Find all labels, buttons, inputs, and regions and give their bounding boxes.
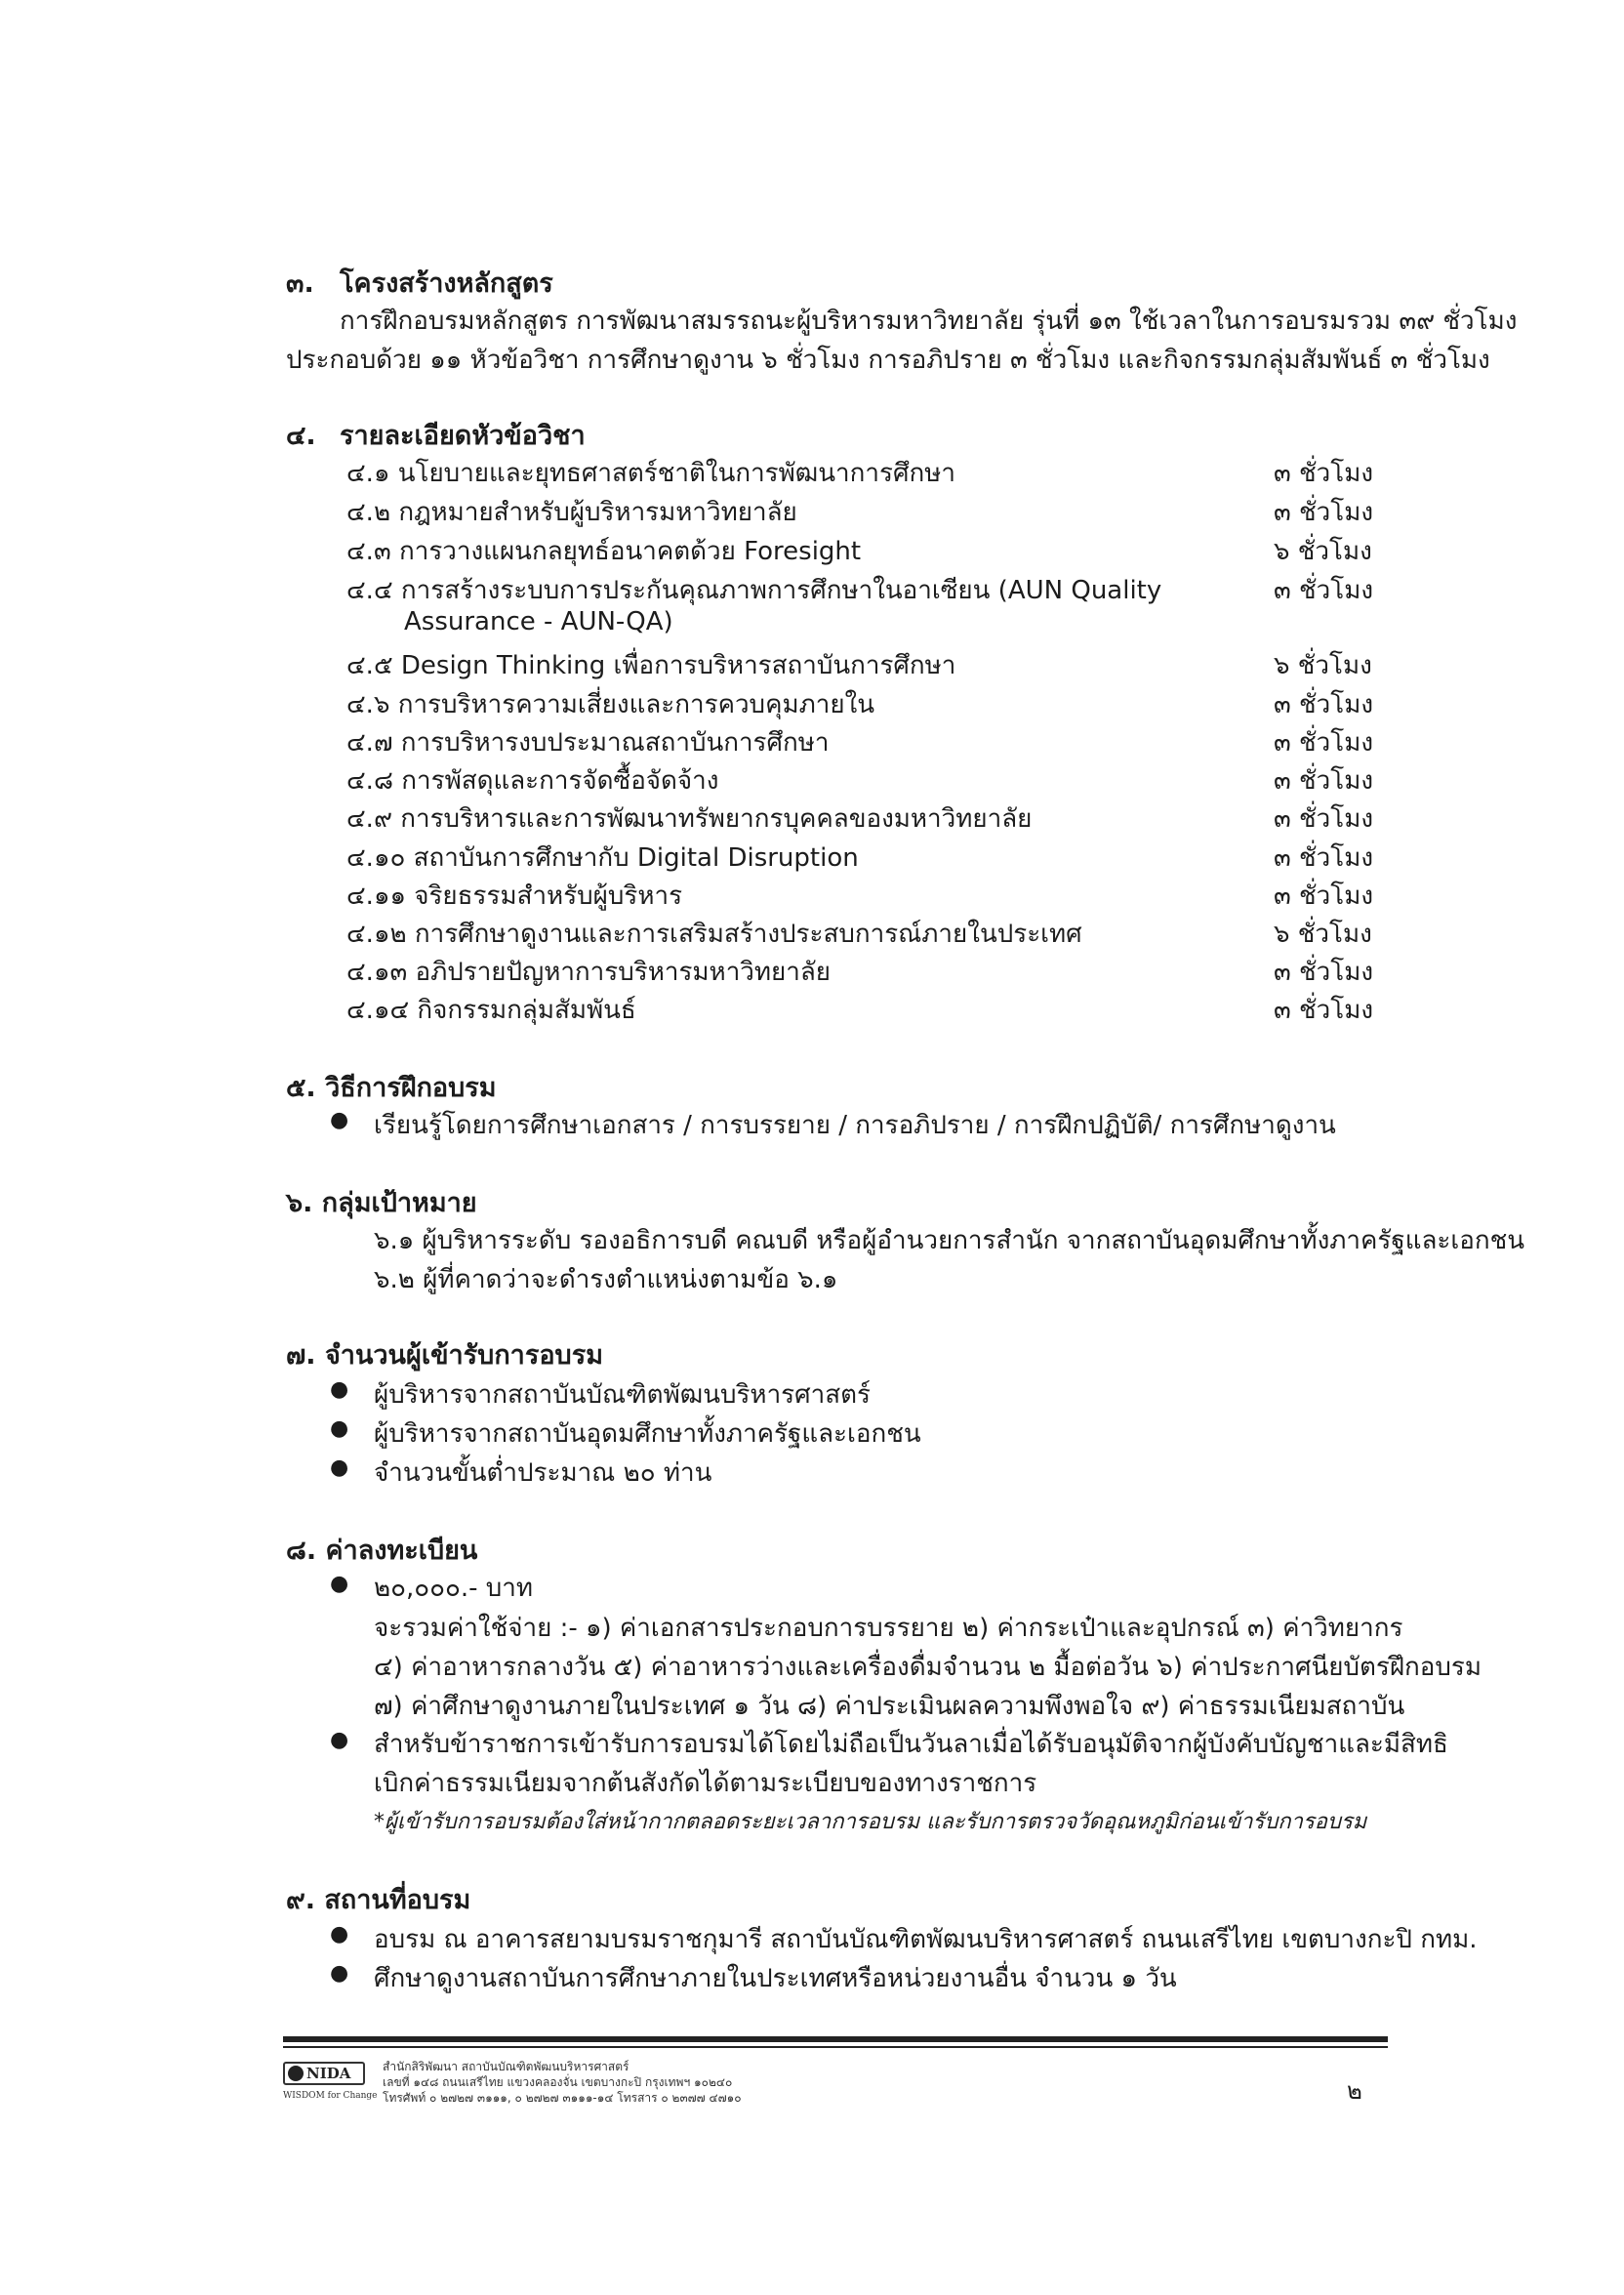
topic-hours: ๓ ชั่วโมง <box>1274 728 1374 758</box>
bullet-icon: ● <box>330 1377 349 1402</box>
bullet-icon: ● <box>330 1572 349 1596</box>
bullet-icon: ● <box>330 1961 349 1986</box>
training-method-item: เรียนรู้โดยการศึกษาเอกสาร / การบรรยาย / การอภิปราย / การฝึกปฏิบัติ/ การศึกษาดูงาน <box>374 1111 1336 1140</box>
registration-fee: ๒๐,๐๐๐.- บาท <box>374 1574 534 1603</box>
government-staff-note-line-2: เบิกค่าธรรมเนียมจากต้นสังกัดได้ตามระเบียบของทางราชการ <box>374 1769 1037 1798</box>
topic-label: ๔.๓ การวางแผนกลยุทธ์อนาคตด้วย Foresight <box>346 537 862 566</box>
topic-label: ๔.๘ การพัสดุและการจัดซื้อจัดจ้าง <box>346 766 719 796</box>
topic-hours: ๓ ชั่วโมง <box>1274 498 1374 527</box>
page-number: ๒ <box>1347 2077 1362 2105</box>
logo-text: NIDA <box>306 2065 351 2082</box>
bullet-icon: ● <box>330 1455 349 1480</box>
expense-line: ๗) ค่าศึกษาดูงานภายในประเทศ ๑ วัน ๘) ค่าประเมินผลความพึงพอใจ ๙) ค่าธรรมเนียมสถาบัน <box>374 1692 1405 1721</box>
bullet-icon: ● <box>330 1728 349 1752</box>
topic-hours: ๖ ชั่วโมง <box>1274 920 1372 949</box>
section-8-title: ๘. ค่าลงทะเบียน <box>286 1536 478 1566</box>
topic-label: ๔.๗ การบริหารงบประมาณสถาบันการศึกษา <box>346 728 830 758</box>
topic-label: ๔.๙ การบริหารและการพัฒนาทรัพยากรบุคคลของมหาวิทยาลัย <box>346 804 1033 834</box>
topic-hours: ๓ ชั่วโมง <box>1274 766 1374 796</box>
section-9-title: ๙. สถานที่อบรม <box>286 1885 471 1915</box>
topic-hours: ๖ ชั่วโมง <box>1274 651 1372 680</box>
topic-label: ๔.๖ การบริหารความเสี่ยงและการควบคุมภายใน <box>346 690 875 719</box>
venue-item: ศึกษาดูงานสถาบันการศึกษาภายในประเทศหรือหน่วยงานอื่น จำนวน ๑ วัน <box>374 1964 1177 1993</box>
topic-label: ๔.๒ กฎหมายสำหรับผู้บริหารมหาวิทยาลัย <box>346 498 797 527</box>
topic-hours: ๓ ชั่วโมง <box>1274 996 1374 1025</box>
logo-slogan: WISDOM for Change <box>283 2091 378 2101</box>
footer-phone: โทรศัพท์ ๐ ๒๗๒๗ ๓๑๑๑, ๐ ๒๗๒๗ ๓๑๑๑-๑๔ โทรสาร ๐ ๒๓๗๗ ๔๗๑๐ <box>383 2091 742 2105</box>
topic-label: ๔.๑๒ การศึกษาดูงานและการเสริมสร้างประสบการณ์ภายในประเทศ <box>346 920 1082 949</box>
government-staff-note-line-1: สำหรับข้าราชการเข้ารับการอบรมได้โดยไม่ถือเป็นวันลาเมื่อได้รับอนุมัติจากผู้บังคับบัญชาและมีสิทธิ <box>374 1730 1448 1759</box>
target-group-item: ๖.๑ ผู้บริหารระดับ รองอธิการบดี คณบดี หรือผู้อำนวยการสำนัก จากสถาบันอุดมศึกษาทั้งภาครัฐและเอกชน <box>374 1226 1525 1255</box>
nida-emblem-icon <box>288 2066 304 2081</box>
expense-line: จะรวมค่าใช้จ่าย :- ๑) ค่าเอกสารประกอบการบรรยาย ๒) ค่ากระเป๋าและอุปกรณ์ ๓) ค่าวิทยากร <box>374 1614 1403 1643</box>
topic-hours: ๓ ชั่วโมง <box>1274 843 1374 873</box>
topic-hours: ๓ ชั่วโมง <box>1274 804 1374 834</box>
participant-item: จำนวนขั้นต่ำประมาณ ๒๐ ท่าน <box>374 1458 712 1488</box>
section-3-heading <box>286 262 553 304</box>
section-5-title: ๕. วิธีการฝึกอบรม <box>286 1073 497 1103</box>
section-3-paragraph-line-2: ประกอบด้วย ๑๑ หัวข้อวิชา การศึกษาดูงาน ๖ ชั่วโมง การอภิปราย ๓ ชั่วโมง และกิจกรรมกลุ่มสัมพันธ์ ๓ ชั่วโมง <box>286 346 1490 375</box>
bullet-icon: ● <box>330 1108 349 1132</box>
topic-hours: ๓ ชั่วโมง <box>1274 576 1374 605</box>
section-6-title: ๖. กลุ่มเป้าหมาย <box>286 1188 477 1218</box>
footer-rule-thin <box>283 2046 1388 2048</box>
mask-requirement-note: *ผู้เข้ารับการอบรมต้องใส่หน้ากากตลอดระยะเวลาการอบรม และรับการตรวจวัดอุณหภูมิก่อนเข้ารับการอบรม <box>374 1810 1367 1834</box>
topic-label: ๔.๑๐ สถาบันการศึกษากับ Digital Disruption <box>346 843 859 873</box>
topic-hours: ๓ ชั่วโมง <box>1274 690 1374 719</box>
topic-hours: ๓ ชั่วโมง <box>1274 881 1374 911</box>
section-3-number: ๓. <box>286 268 314 299</box>
section-7-title: ๗. จำนวนผู้เข้ารับการอบรม <box>286 1340 603 1371</box>
topic-label-continuation: Assurance - AUN-QA) <box>404 607 673 636</box>
target-group-item: ๖.๒ ผู้ที่คาดว่าจะดำรงตำแหน่งตามข้อ ๖.๑ <box>374 1265 838 1294</box>
section-4-title: รายละเอียดหัวข้อวิชา <box>340 421 586 451</box>
participant-item: ผู้บริหารจากสถาบันบัณฑิตพัฒนบริหารศาสตร์ <box>374 1380 871 1410</box>
section-4-number: ๔. <box>286 421 316 451</box>
bullet-icon: ● <box>330 1922 349 1947</box>
expense-line: ๔) ค่าอาหารกลางวัน ๕) ค่าอาหารว่างและเครื่องดื่มจำนวน ๒ มื้อต่อวัน ๖) ค่าประกาศนียบัตรฝึกอบรม <box>374 1653 1482 1682</box>
topic-label: ๔.๕ Design Thinking เพื่อการบริหารสถาบันการศึกษา <box>346 651 956 680</box>
topic-hours: ๓ ชั่วโมง <box>1274 958 1374 987</box>
topic-label: ๔.๑๓ อภิปรายปัญหาการบริหารมหาวิทยาลัย <box>346 958 832 987</box>
bullet-icon: ● <box>330 1416 349 1441</box>
topic-hours: ๓ ชั่วโมง <box>1274 459 1374 488</box>
venue-item: อบรม ณ อาคารสยามบรมราชกุมารี สถาบันบัณฑิตพัฒนบริหารศาสตร์ ถนนเสรีไทย เขตบางกะปิ กทม. <box>374 1925 1478 1954</box>
section-3-paragraph-line-1: การฝึกอบรมหลักสูตร การพัฒนาสมรรถนะผู้บริหารมหาวิทยาลัย รุ่นที่ ๑๓ ใช้เวลาในการอบรมรวม ๓๙ ชั่วโมง <box>340 307 1518 336</box>
participant-item: ผู้บริหารจากสถาบันอุดมศึกษาทั้งภาครัฐและเอกชน <box>374 1419 921 1449</box>
topic-label: ๔.๑ นโยบายและยุทธศาสตร์ชาติในการพัฒนาการศึกษา <box>346 459 955 488</box>
footer-rule-thick <box>283 2036 1388 2042</box>
footer-office: สำนักสิริพัฒนา สถาบันบัณฑิตพัฒนบริหารศาสตร์ <box>383 2060 629 2073</box>
topic-label: ๔.๑๔ กิจกรรมกลุ่มสัมพันธ์ <box>346 996 636 1025</box>
nida-logo <box>283 2062 365 2085</box>
topic-hours: ๖ ชั่วโมง <box>1274 537 1372 566</box>
topic-label: ๔.๔ การสร้างระบบการประกันคุณภาพการศึกษาในอาเซียน (AUN Quality <box>346 576 1162 605</box>
footer-address: เลขที่ ๑๔๘ ถนนเสรีไทย แขวงคลองจั่น เขตบางกะปิ กรุงเทพฯ ๑๐๒๔๐ <box>383 2075 733 2089</box>
topic-label: ๔.๑๑ จริยธรรมสำหรับผู้บริหาร <box>346 881 683 911</box>
section-4-heading <box>286 414 586 456</box>
section-3-title: โครงสร้างหลักสูตร <box>340 268 553 299</box>
